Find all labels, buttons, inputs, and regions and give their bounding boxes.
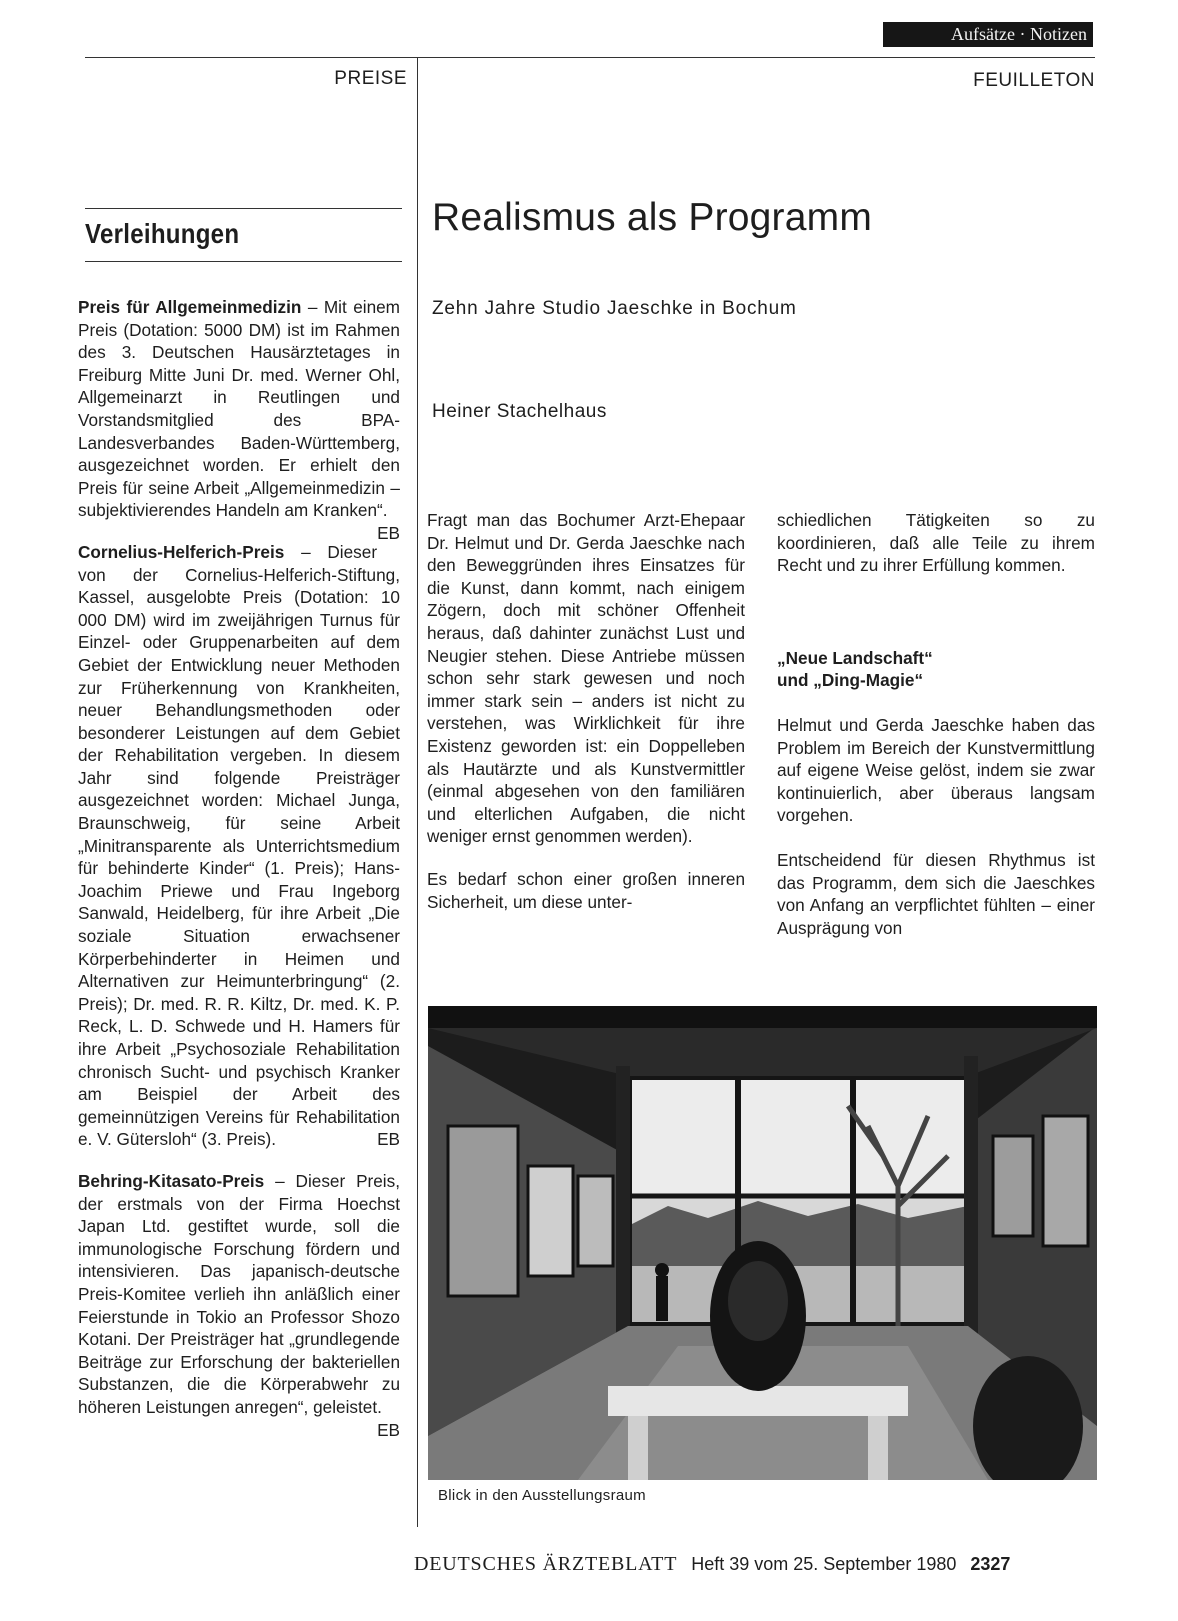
heading-rule-top — [85, 208, 402, 209]
article-column-1 — [427, 509, 745, 913]
section-label-left: PREISE — [334, 68, 407, 89]
award-item — [78, 296, 401, 543]
awards-column — [78, 296, 400, 1441]
photo-caption: Blick in den Ausstellungsraum — [438, 1487, 646, 1504]
page-footer — [414, 1553, 1010, 1576]
author-initials: EB — [377, 522, 400, 543]
paragraph: Entscheidend für diesen Rhythmus ist das Programm, dem sich die Jaeschkes von Anfang an verpflichtet fühlten – einer Ausprägung von — [777, 849, 1095, 938]
paragraph: Fragt man das Bochumer Arzt-Ehepaar Dr. Helmut und Dr. Gerda Jaeschke nach den Beweggründen ihres Einsatzes für die Kunst, dann kommt, nach einigem Zögern, doch mit schöner Offenheit heraus, daß dahinter zunächst Lust und Neugier stehen. Diese Antriebe müssen schon sehr stark gewesen und noch immer stark sein – anders ist nicht zu verstehen, was Wirklichkeit für ihre Existenz geworden ist: ein Doppelleben als Hautärzte und als Kunstvermittler (einmal abgesehen von den familiären und elterlichen Aufgaben, die nicht weniger ernst genommen werden). — [427, 510, 745, 847]
award-text: – Dieser von der Cornelius-Helferich-Stiftung, Kassel, ausgelobte Preis (Dotation: 10 000 DM) wird im zweijährigen Turnus für Einzel- oder Gruppenarbeiten auf dem Gebiet der Entwicklung neuer Methoden zur Früherkennung von Krankheiten, neuer Behandlungsmethoden oder besonderer Leistungen auf dem Gebiet der Rehabilitation vergeben. In diesem Jahr sind folgende Preisträger ausgezeichnet worden: Michael Junga, Braunschweig, für seine Arbeit „Minitransparente als Unterrichtsmedium für behinderte Kinder“ (1. Preis); Hans-Joachim Priewe und Frau Ingeborg Sanwald, Heidelberg, für ihre Arbeit „Die soziale Situation erwachsener Körperbehinderter in Heimen und Alternativen zur Heimunterbringung“ (2. Preis); Dr. med. R. R. Kiltz, Dr. med. K. P. Reck, L. D. Schwede und H. Hamers für ihre Arbeit „Psychosoziale Rehabilitation chronisch Sucht- und psychisch Kranker am Beispiel der Arbeit des gemeinnützigen Vereins für Rehabilitation e. V. Gütersloh“ (3. Preis). — [78, 541, 400, 1150]
award-item — [78, 541, 400, 1151]
award-text: – Mit einem Preis (Dotation: 5000 DM) ist im Rahmen des 3. Deutschen Hausärztetages in Freiburg Mitte Juni Dr. med. Werner Ohl, Allgemeinarzt in Reutlingen und Vorstandsmitglied des BPA-Landesverbandes Baden-Württemberg, ausgezeichnet worden. Er erhielt den Preis für seine Arbeit „Allgemeinmedizin – subjektivierendes Handeln am Kranken“. — [78, 297, 401, 521]
section-label-right: FEUILLETON — [973, 70, 1095, 91]
paragraph: Es bedarf schon einer großen inneren Sicherheit, um diese unter- — [427, 868, 745, 912]
column-divider — [417, 57, 418, 1527]
article-author: Heiner Stachelhaus — [432, 401, 607, 422]
article-subheading — [777, 647, 1095, 692]
award-title: Behring-Kitasato-Preis — [78, 1170, 265, 1191]
top-rule — [85, 57, 1095, 58]
award-title: Cornelius-Helferich-Preis — [78, 541, 285, 562]
author-initials: EB — [377, 1129, 400, 1150]
award-item — [78, 1170, 400, 1440]
subheading-line: „Neue Landschaft“ — [777, 647, 933, 668]
paragraph: schiedlichen Tätigkeiten so zu koordinieren, daß alle Teile zu ihrem Recht und zu ihrer Erfüllung kommen. — [777, 510, 1095, 576]
award-title: Preis für Allgemeinmedizin — [78, 297, 302, 317]
exhibition-photo — [428, 1006, 1097, 1480]
journal-name: DEUTSCHES ÄRZTEBLATT — [414, 1553, 678, 1575]
article-subtitle: Zehn Jahre Studio Jaeschke in Bochum — [432, 298, 797, 319]
author-initials: EB — [377, 1419, 400, 1440]
heading-rule-bottom — [85, 261, 402, 262]
award-text: – Dieser Preis, der erstmals von der Firma Hoechst Japan Ltd. gestiftet wurde, soll die immunologische Forschung fördern und intensivieren. Das japanisch-deutsche Preis-Komitee verlieh ihn anläßlich einer Feierstunde in Tokio an Professor Shozo Kotani. Der Preisträger hat „grundlegende Beiträge zur Erforschung der bakteriellen Substanzen, die die Körperabwehr zu höheren Leistungen anregen“, geleistet. — [78, 1170, 400, 1417]
column-heading: Verleihungen — [85, 218, 240, 249]
issue-info: Heft 39 vom 25. September 1980 — [691, 1554, 957, 1574]
article-title: Realismus als Programm — [432, 196, 873, 239]
page-number: 2327 — [970, 1554, 1011, 1574]
section-tag: Aufsätze · Notizen — [883, 22, 1093, 47]
paragraph: Helmut und Gerda Jaeschke haben das Problem im Bereich der Kunstvermittlung auf eigene Weise gelöst, indem sie zwar kontinuierlich, aber überaus langsam vorgehen. — [777, 714, 1095, 826]
article-column-2 — [777, 509, 1095, 939]
subheading-line: und „Ding-Magie“ — [777, 670, 924, 691]
